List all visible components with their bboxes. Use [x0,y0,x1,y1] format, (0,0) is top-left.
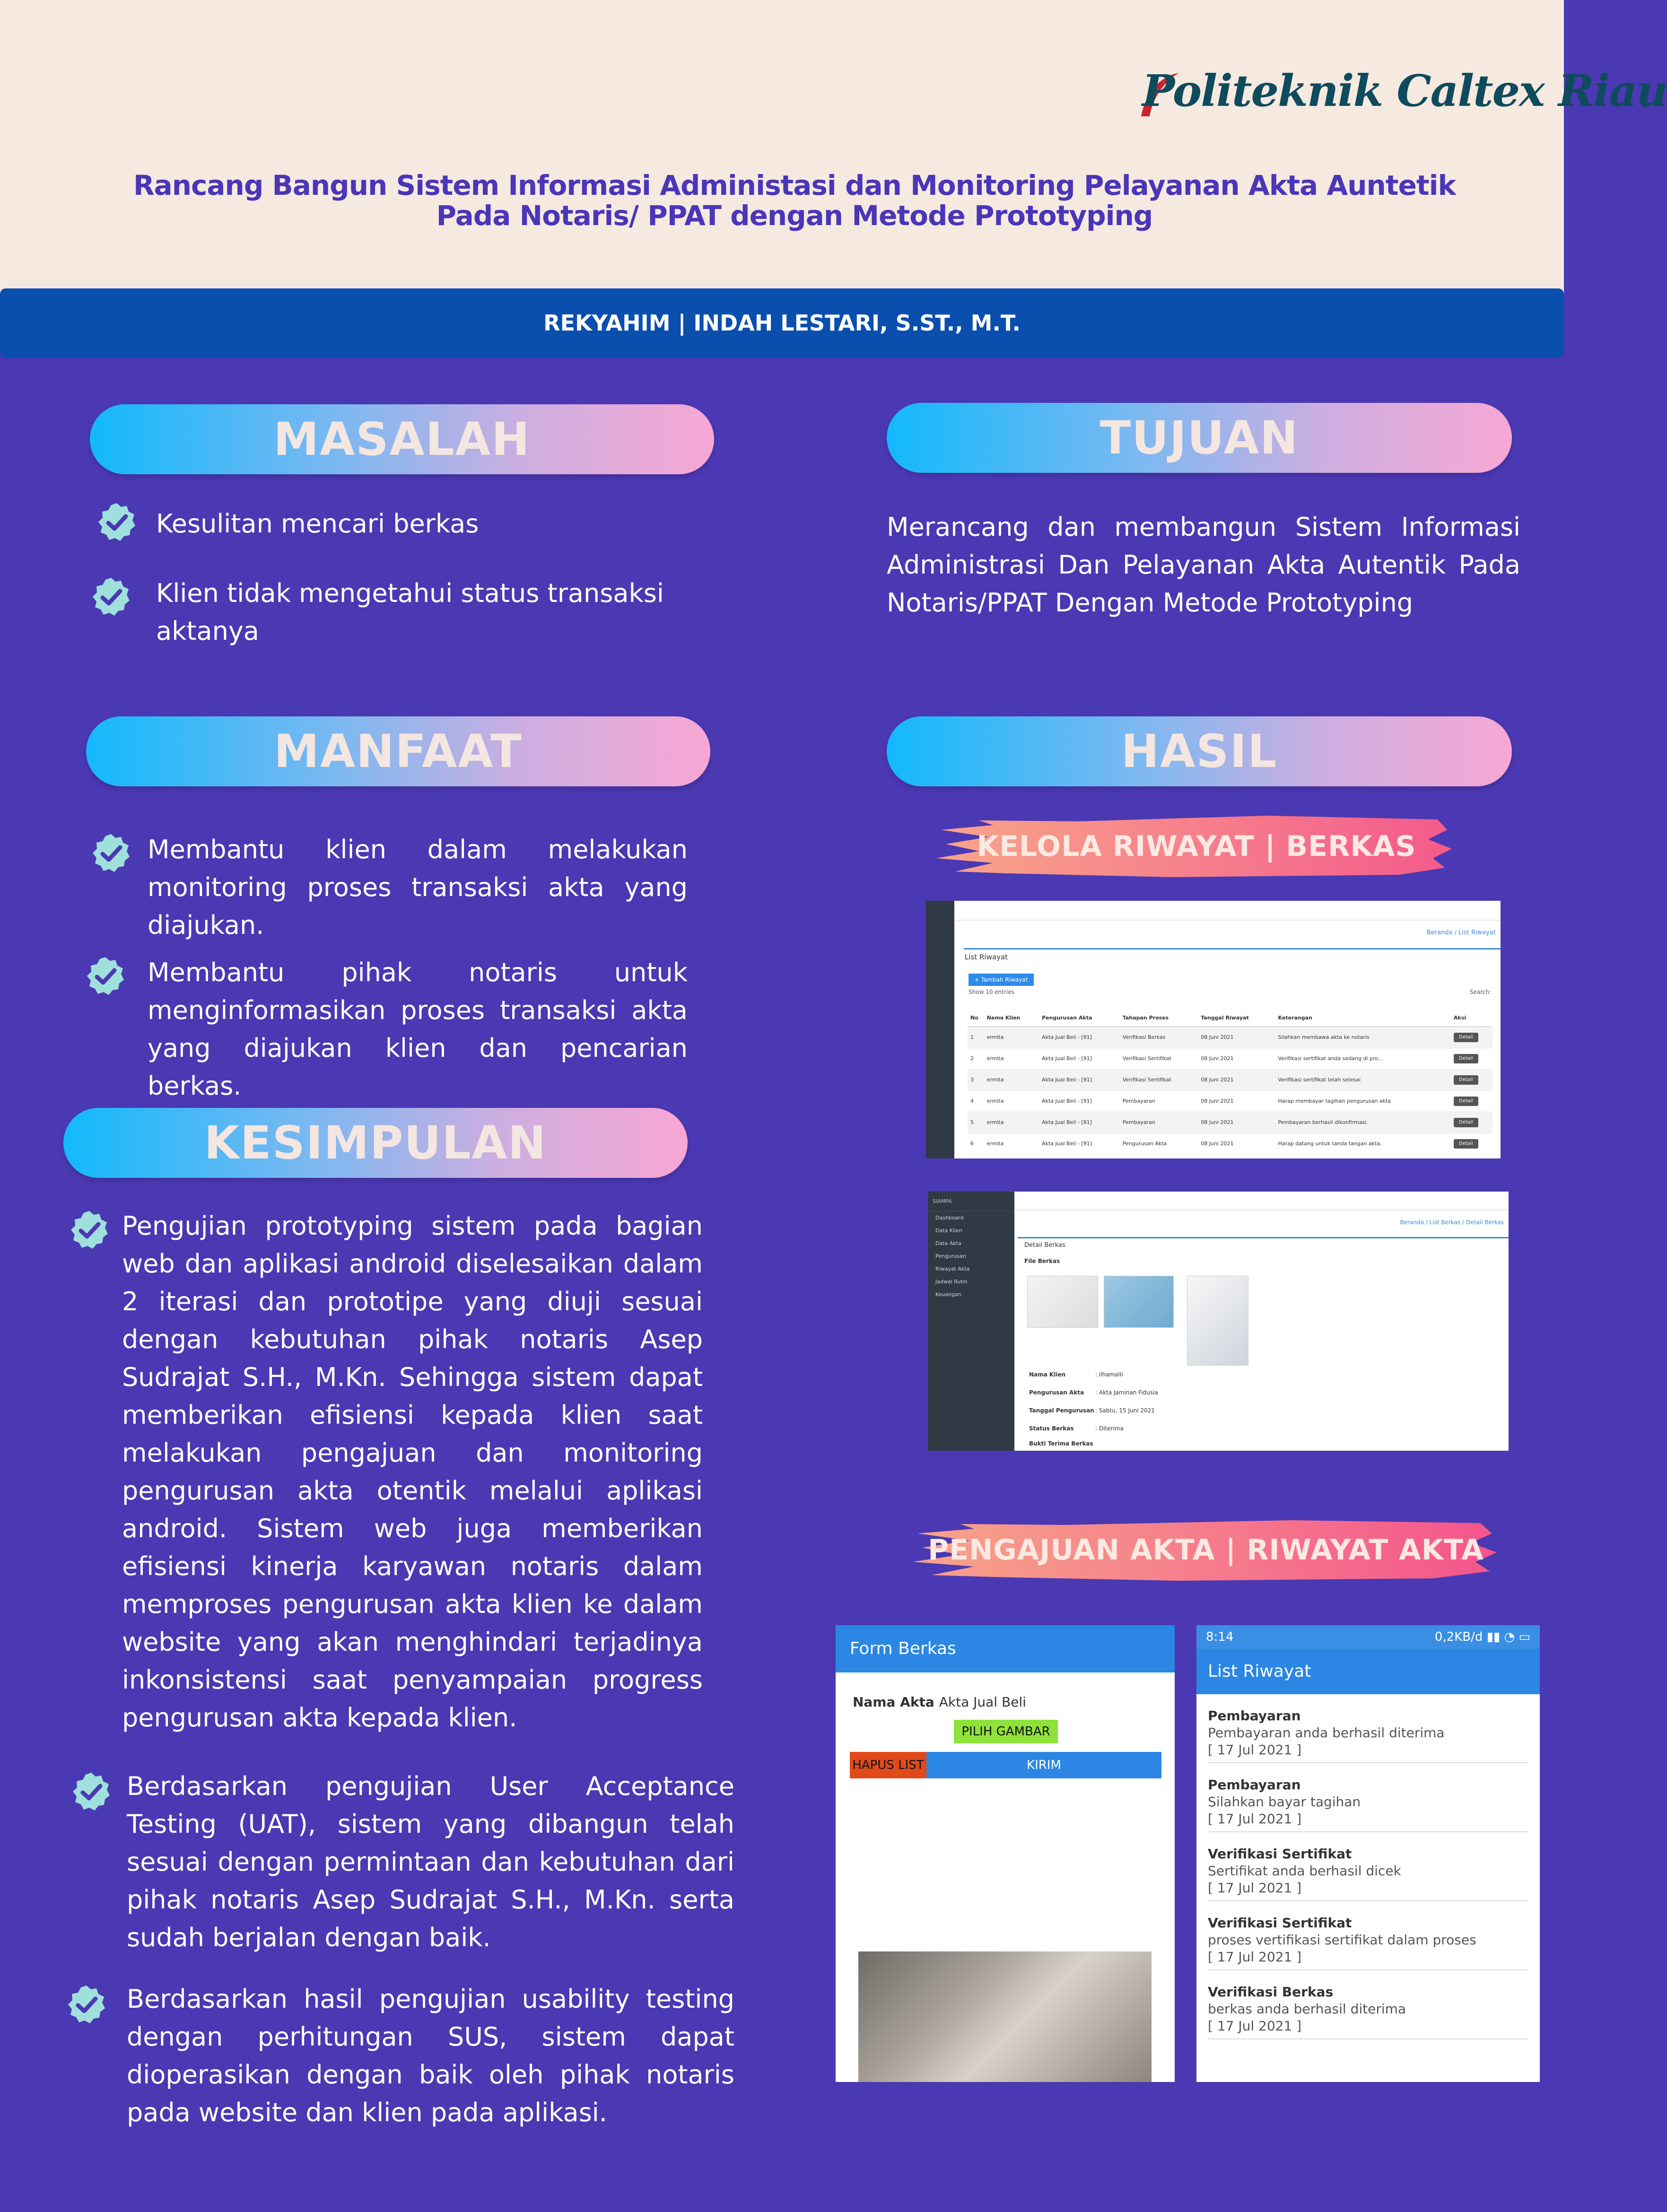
entries-selector[interactable]: Show 10 entries [969,989,1014,995]
table-cell: Verifikasi Sertifikat [1120,1069,1198,1090]
sidebar-item[interactable]: Pengurusan [935,1253,966,1259]
topbar [954,901,1501,921]
pilih-gambar-button[interactable]: PILIH GAMBAR [954,1720,1058,1743]
table-cell [1451,1112,1492,1133]
field-value: : ilhamalli [1095,1371,1123,1378]
manfaat-item: Membantu klien dalam melakukan monitoring proses transaksi akta yang diajukan. [148,835,688,940]
table-cell: 08 Juni 2021 [1198,1027,1275,1048]
table-cell: 4 [968,1090,984,1112]
table-cell: ermita [984,1112,1039,1133]
authors: REKYAHIM | INDAH LESTARI, S.ST., M.T. [543,310,1021,336]
document-thumbnail[interactable] [1104,1276,1174,1328]
item-date: [ 17 Jul 2021 ] [1208,2018,1302,2034]
field-key: Status Berkas [1029,1425,1074,1432]
table-cell: 08 Juni 2021 [1198,1069,1275,1090]
table-cell: 08 Juni 2021 [1198,1090,1275,1112]
masalah-heading: MASALAH [273,413,531,466]
item-date: [ 17 Jul 2021 ] [1208,1949,1302,1965]
manfaat-heading: MANFAAT [274,725,523,778]
detail-button[interactable]: Detail [1454,1097,1478,1106]
app-bar-title: List Riwayat [1196,1649,1540,1694]
item-description: Pembayaran anda berhasil diterima [1208,1725,1445,1741]
manfaat-heading-pill [86,716,710,786]
table-row [968,1069,1492,1090]
column-header[interactable]: Nama Klien [984,1010,1039,1027]
list-item[interactable] [1208,1832,1528,1901]
sidebar-item[interactable]: Data Akta [935,1240,961,1246]
table-cell [1451,1048,1492,1069]
screenshot-list-riwayat [926,901,1501,1158]
item-title: Verifikasi Sertifikat [1208,1846,1352,1862]
detail-field [1029,1371,1123,1378]
riwayat-table [968,1010,1492,1155]
hapus-list-button[interactable]: HAPUS LIST [850,1752,926,1778]
table-cell: Verifikasi sertifikat telah selesai [1275,1069,1451,1090]
table-cell: Akta Jual Beli - [91] [1039,1133,1120,1154]
list-item[interactable] [1208,1763,1528,1832]
item-title: Verifikasi Sertifikat [1208,1915,1352,1931]
check-badge-icon [96,501,138,544]
check-badge-icon [70,1771,113,1813]
column-header[interactable]: No [968,1010,984,1027]
hasil-label-2-text: PENGAJUAN AKTA | RIWAYAT AKTA [928,1533,1484,1567]
detail-button[interactable]: Detail [1454,1075,1478,1085]
kirim-button[interactable]: KIRIM [926,1752,1161,1778]
item-description: proses vertifikasi sertifikat dalam proses [1208,1932,1476,1948]
table-cell: 1 [968,1027,984,1048]
hasil-heading-pill [887,716,1512,786]
detail-field [1029,1425,1124,1432]
table-cell: Pengurusan Akta [1120,1133,1198,1154]
item-date: [ 17 Jul 2021 ] [1208,1742,1302,1758]
status-right [1435,1625,1530,1649]
detail-field [1029,1407,1155,1414]
topbar [1014,1192,1509,1211]
column-header[interactable]: Tanggal Riwayat [1198,1010,1275,1027]
table-row [968,1112,1492,1133]
field-value: : Sabtu, 15 Juni 2021 [1095,1407,1155,1414]
kesimpulan-heading: KESIMPULAN [204,1116,547,1169]
column-header: Aksi [1451,1010,1492,1027]
sidebar [928,1192,1014,1451]
table-cell: Harap membayar tagihan pengurusan akta [1275,1090,1451,1112]
check-badge-icon [68,1209,111,1252]
table-cell: 08 Juni 2021 [1198,1133,1275,1154]
check-badge-icon [65,1984,108,2026]
sidebar-item[interactable]: Keuangan [935,1291,961,1298]
table-cell: ermita [984,1069,1039,1090]
item-description: Sertifikat anda berhasil dicek [1208,1863,1401,1879]
table-cell [1451,1069,1492,1090]
item-title: Pembayaran [1208,1777,1301,1793]
panel-title: Detail Berkas [1024,1242,1065,1249]
tujuan-heading-pill [887,403,1512,473]
list-item[interactable] [1208,1970,1528,2039]
table-cell [1451,1090,1492,1112]
field-key: Pengurusan Akta [1029,1389,1084,1396]
screenshot-detail-berkas [928,1192,1509,1451]
field-key: Tanggal Pengurusan [1029,1407,1094,1414]
table-row [968,1027,1492,1048]
kesimpulan-item: Pengujian prototyping sistem pada bagian web dan aplikasi android diselesaikan dalam 2 iterasi dan prototipe yang diuji sesuai dengan kebutuhan pihak notaris Asep Sudrajat S.H., M.Kn. Sehingga sistem dapat memberikan efisiensi kepada klien saat melakukan pengajuan dan monitoring pengurusan akta otentik melalui aplikasi android. Sistem web juga memberikan efisiensi kinerja karyawan notaris dalam memproses pengurusan akta klien ke dalam website yang akan menghindari terjadinya inkonsistensi saat penyampaian progress pengurusan akta kepada klien. [122,1211,703,1733]
table-cell: Silahkan membawa akta ke notaris [1275,1027,1451,1048]
table-cell: 6 [968,1133,984,1154]
detail-button[interactable]: Detail [1454,1033,1478,1042]
hasil-label-2 [913,1515,1499,1585]
sidebar [926,901,954,1158]
table-cell: 3 [968,1069,984,1090]
column-header[interactable]: Tahapan Proses [1120,1010,1198,1027]
table-row [968,1133,1492,1154]
table-cell: Akta Jual Beli - [91] [1039,1090,1120,1112]
table-cell: ermita [984,1133,1039,1154]
table-cell: Akta Jual Beli - [91] [1039,1027,1120,1048]
table-cell: 08 Juni 2021 [1198,1048,1275,1069]
field-value: : Akta Jaminan Fidusia [1095,1389,1158,1396]
hasil-label-1 [936,811,1457,882]
table-cell: Akta Jual Beli - [91] [1039,1069,1120,1090]
table-cell: 2 [968,1048,984,1069]
check-badge-icon [84,955,127,998]
table-cell: 5 [968,1112,984,1133]
riwayat-list [1196,1694,1540,2039]
divider [964,948,1501,949]
item-description: Silahkan bayar tagihan [1208,1794,1361,1810]
check-badge-icon [90,576,132,618]
detail-button[interactable]: Detail [1454,1054,1478,1063]
status-time: 8:14 [1206,1630,1234,1644]
manfaat-item: Membantu pihak notaris untuk menginformasikan proses transaksi akta yang diajukan klien dan pencarian berkas. [148,958,688,1101]
item-title: Verifikasi Berkas [1208,1984,1334,2000]
masalah-item: Klien tidak mengetahui status transaksi aktanya [156,578,664,646]
detail-button[interactable]: Detail [1454,1118,1478,1127]
hasil-label-1-text: KELOLA RIWAYAT | BERKAS [977,830,1416,863]
header-band [0,0,1564,303]
table-cell: Pembayaran [1120,1090,1198,1112]
kesimpulan-item: Berdasarkan hasil pengujian usability testing dengan perhitungan SUS, sistem dapat dioperasikan dengan baik oleh pihak notaris pada website dan klien pada aplikasi. [127,1984,734,2127]
tujuan-text: Merancang dan membangun Sistem Informasi Administrasi Dan Pelayanan Akta Autentik Pada Notaris/PPAT Dengan Metode Prototyping [887,512,1520,618]
nama-akta-field[interactable] [853,1694,1026,1710]
sidebar-item[interactable]: Data Klien [935,1228,962,1234]
status-bar [1196,1625,1540,1649]
table-cell: Harap datang untuk tanda tangan akta. [1275,1133,1451,1154]
table-cell [1451,1133,1492,1154]
logo [1128,65,1667,117]
table-cell: Pembayaran [1120,1112,1198,1133]
title-line-2: Pada Notaris/ PPAT dengan Metode Prototyping [436,200,1153,232]
table-cell: Verifikasi sertifikat anda sedang di pro... [1275,1048,1451,1069]
item-date: [ 17 Jul 2021 ] [1208,1880,1302,1896]
detail-field [1029,1440,1095,1447]
sidebar-item[interactable]: Dashboard [935,1215,964,1221]
table-cell: Akta Jual Beli - [91] [1039,1112,1120,1133]
table-cell: Pembayaran berhasil dikonfirmasi. [1275,1112,1451,1133]
column-header[interactable]: Pengurusan Akta [1039,1010,1120,1027]
phone-list-riwayat [1196,1625,1540,2082]
table-cell: 08 Juni 2021 [1198,1112,1275,1133]
table-row [968,1090,1492,1112]
item-title: Pembayaran [1208,1708,1301,1724]
list-item[interactable] [1208,1901,1528,1970]
table-row [968,1048,1492,1069]
search-label: Search: [1469,989,1491,995]
field-label: Nama Akta [853,1694,934,1710]
hasil-heading: HASIL [1121,725,1278,778]
table-cell: ermita [984,1027,1039,1048]
field-value: : Diterima [1095,1425,1124,1432]
field-key: Bukti Terima Berkas [1029,1440,1093,1447]
item-date: [ 17 Jul 2021 ] [1208,1811,1302,1827]
table-cell: Verifikasi Sertifikat [1120,1048,1198,1069]
detail-button[interactable]: Detail [1454,1139,1478,1149]
panel-title: List Riwayat [965,953,1008,961]
table-cell: ermita [984,1090,1039,1112]
field-value: Akta Jual Beli [939,1694,1026,1710]
file-label: File Berkas [1024,1258,1060,1264]
table-cell: Verifikasi Berkas [1120,1027,1198,1048]
document-photo [858,1951,1152,2082]
sidebar-item[interactable]: Jadwal Rutin [935,1279,968,1285]
table-cell [1451,1027,1492,1048]
field-key: Nama Klien [1029,1371,1066,1378]
network-speed: 0,2KB/d [1434,1630,1483,1644]
item-description: berkas anda berhasil diterima [1208,2001,1406,2017]
sidebar-brand: SIAMPA [928,1192,1014,1211]
logo-text: Politeknik Caltex Riau [1142,65,1667,116]
table-cell: ermita [984,1048,1039,1069]
add-riwayat-button[interactable]: + Tambah Riwayat [969,974,1034,986]
column-header[interactable]: Keterangan [1275,1010,1451,1027]
masalah-heading-pill [90,404,714,474]
author-bar [0,288,1564,357]
breadcrumb: Beranda / List Berkas / Detail Berkas [1400,1219,1504,1226]
breadcrumb: Beranda / List Riwayat [1426,929,1496,936]
app-bar-title: Form Berkas [836,1625,1175,1672]
document-thumbnail[interactable] [1187,1276,1248,1366]
kesimpulan-item: Berdasarkan pengujian User Acceptance Testing (UAT), sistem yang dibangun telah sesuai dengan permintaan dan kebutuhan dari pihak notaris Asep Sudrajat S.H., M.Kn. serta sudah berjalan dengan baik. [127,1771,734,1952]
phone-form-berkas [836,1625,1175,2082]
divider [1018,1237,1509,1238]
kesimpulan-heading-pill [63,1108,688,1178]
signal-wifi-battery-icon: ▮▮ ◔ ▭ [1486,1630,1530,1644]
list-item[interactable] [1208,1694,1528,1763]
detail-field [1029,1389,1158,1396]
title-line-1: Rancang Bangun Sistem Informasi Administasi dan Monitoring Pelayanan Akta Auntetik [133,169,1456,201]
check-badge-icon [90,832,132,875]
tujuan-heading: TUJUAN [1100,411,1299,464]
table-cell: Akta Jual Beli - [91] [1039,1048,1120,1069]
sidebar-item[interactable]: Riwayat Akta [935,1266,970,1272]
document-thumbnail[interactable] [1027,1276,1098,1328]
poster-title [95,170,1494,231]
masalah-item: Kesulitan mencari berkas [156,509,479,539]
